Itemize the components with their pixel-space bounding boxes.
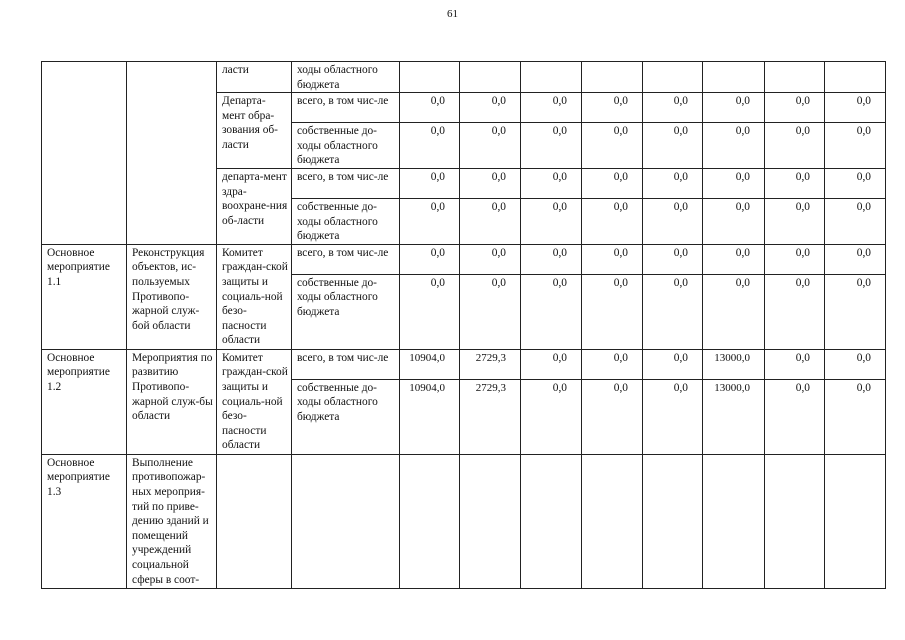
value-cell (643, 454, 703, 588)
value-cell: 0,0 (460, 244, 521, 274)
value-cell: 0,0 (582, 168, 643, 198)
value-cell: 0,0 (582, 274, 643, 349)
value-cell: 0,0 (400, 123, 460, 169)
activity-name-cell: Выполнение противопожар-ных мероприя-тий по приве-дению зданий и помещений учреждений социальной сферы в соот- (127, 454, 217, 588)
value-cell: 0,0 (825, 379, 886, 454)
value-cell: 0,0 (643, 93, 703, 123)
value-cell: 0,0 (582, 93, 643, 123)
value-cell: 0,0 (521, 168, 582, 198)
value-cell: 2729,3 (460, 349, 521, 379)
source-cell: собственные до-ходы областного бюджета (292, 123, 400, 169)
value-cell: 10904,0 (400, 379, 460, 454)
value-cell: 0,0 (460, 198, 521, 244)
value-cell: 0,0 (521, 274, 582, 349)
main-activity-cell: Основное мероприятие 1.3 (42, 454, 127, 588)
activity-name-cell (127, 62, 217, 245)
value-cell: 13000,0 (703, 349, 765, 379)
budget-table (41, 61, 886, 589)
value-cell (460, 62, 521, 93)
value-cell: 0,0 (521, 123, 582, 169)
value-cell (521, 454, 582, 588)
value-cell: 0,0 (400, 198, 460, 244)
source-cell: всего, в том чис-ле (292, 93, 400, 123)
value-cell: 0,0 (400, 274, 460, 349)
value-cell: 0,0 (765, 93, 825, 123)
source-cell: собственные до-ходы областного бюджета (292, 379, 400, 454)
value-cell (582, 62, 643, 93)
value-cell: 0,0 (825, 349, 886, 379)
value-cell: 0,0 (400, 168, 460, 198)
org-cell: Департа-мент обра-зования об-ласти (217, 93, 292, 169)
value-cell (521, 62, 582, 93)
value-cell: 0,0 (703, 123, 765, 169)
value-cell (703, 454, 765, 588)
org-cell: Комитет граждан-ской защиты и социаль-ной безо-пасности области (217, 244, 292, 349)
value-cell: 0,0 (825, 274, 886, 349)
org-cell: департа-мент здра-воохране-ния об-ласти (217, 168, 292, 244)
main-activity-cell (42, 62, 127, 245)
table-row (42, 454, 886, 588)
value-cell (703, 62, 765, 93)
value-cell (400, 62, 460, 93)
value-cell: 0,0 (460, 168, 521, 198)
main-activity-cell: Основное мероприятие 1.1 (42, 244, 127, 349)
value-cell: 0,0 (521, 349, 582, 379)
value-cell (825, 62, 886, 93)
value-cell: 13000,0 (703, 379, 765, 454)
value-cell (825, 454, 886, 588)
value-cell: 0,0 (521, 244, 582, 274)
value-cell: 0,0 (643, 198, 703, 244)
page-number: 61 (447, 8, 458, 20)
value-cell: 0,0 (582, 244, 643, 274)
table-row (42, 62, 886, 93)
value-cell: 0,0 (643, 244, 703, 274)
value-cell: 0,0 (582, 349, 643, 379)
org-cell: Комитет граждан-ской защиты и социаль-ной безо-пасности области (217, 349, 292, 454)
value-cell: 0,0 (582, 198, 643, 244)
org-cell (217, 454, 292, 588)
value-cell: 2729,3 (460, 379, 521, 454)
value-cell: 0,0 (521, 93, 582, 123)
table-row (42, 349, 886, 379)
org-cell: ласти (217, 62, 292, 93)
value-cell: 0,0 (825, 123, 886, 169)
value-cell: 0,0 (765, 274, 825, 349)
value-cell (460, 454, 521, 588)
source-cell (292, 454, 400, 588)
value-cell: 0,0 (765, 349, 825, 379)
value-cell: 0,0 (703, 198, 765, 244)
value-cell: 0,0 (825, 93, 886, 123)
value-cell: 0,0 (765, 198, 825, 244)
source-cell: собственные до-ходы областного бюджета (292, 198, 400, 244)
value-cell: 0,0 (643, 379, 703, 454)
value-cell: 0,0 (825, 168, 886, 198)
table-row (42, 244, 886, 274)
value-cell: 0,0 (400, 244, 460, 274)
value-cell: 0,0 (643, 274, 703, 349)
value-cell (765, 454, 825, 588)
value-cell: 0,0 (703, 274, 765, 349)
value-cell (643, 62, 703, 93)
value-cell: 0,0 (765, 244, 825, 274)
value-cell: 0,0 (400, 93, 460, 123)
source-cell: собственные до-ходы областного бюджета (292, 274, 400, 349)
value-cell: 0,0 (643, 123, 703, 169)
source-cell: всего, в том чис-ле (292, 349, 400, 379)
value-cell: 0,0 (521, 379, 582, 454)
value-cell (765, 62, 825, 93)
value-cell (400, 454, 460, 588)
value-cell: 0,0 (703, 93, 765, 123)
value-cell: 0,0 (643, 168, 703, 198)
main-activity-cell: Основное мероприятие 1.2 (42, 349, 127, 454)
activity-name-cell: Реконструкция объектов, ис-пользуемых Противопо-жарной служ-бой области (127, 244, 217, 349)
value-cell: 0,0 (582, 379, 643, 454)
value-cell: 0,0 (825, 244, 886, 274)
value-cell: 0,0 (825, 198, 886, 244)
value-cell: 0,0 (765, 168, 825, 198)
value-cell: 0,0 (643, 349, 703, 379)
activity-name-cell: Мероприятия по развитию Противопо-жарной служ-бы области (127, 349, 217, 454)
value-cell: 0,0 (582, 123, 643, 169)
value-cell: 10904,0 (400, 349, 460, 379)
source-cell: ходы областного бюджета (292, 62, 400, 93)
value-cell: 0,0 (703, 244, 765, 274)
value-cell: 0,0 (521, 198, 582, 244)
source-cell: всего, в том чис-ле (292, 168, 400, 198)
value-cell: 0,0 (765, 123, 825, 169)
value-cell: 0,0 (703, 168, 765, 198)
value-cell: 0,0 (765, 379, 825, 454)
value-cell: 0,0 (460, 274, 521, 349)
value-cell: 0,0 (460, 123, 521, 169)
value-cell: 0,0 (460, 93, 521, 123)
value-cell (582, 454, 643, 588)
source-cell: всего, в том чис-ле (292, 244, 400, 274)
